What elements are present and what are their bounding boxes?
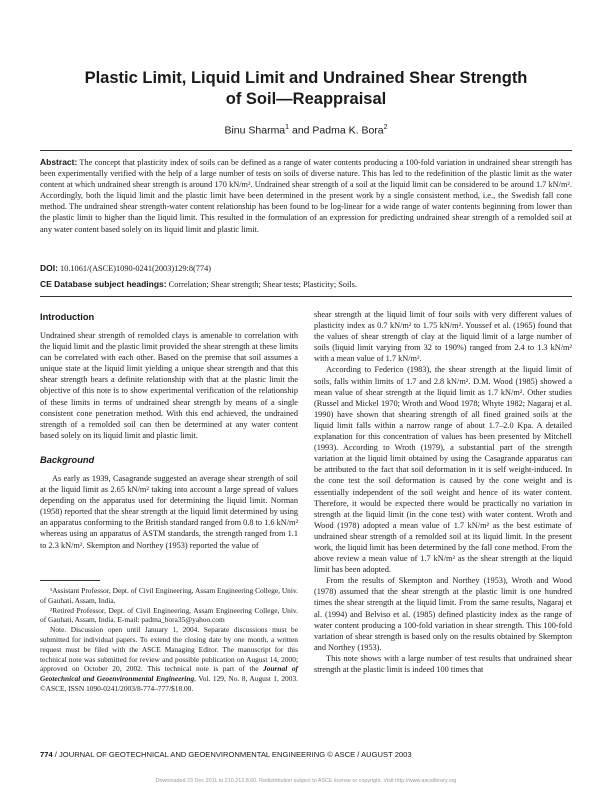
- abstract-text: The concept that plasticity index of soils can be defined as a range of water contents producing a 100-fold variation in undrained shear strength has been experimentally verified with the help of a large number of tests on soils of diverse nature. This has led to the redefinition of the plastic limit as the water content at which undrained shear strength is around 170 kN/m². Undrained shear strength of a soil at the liquid limit can be considered to be around 1.7 kN/m². Accordingly, both the liquid limit and the plastic limit have been determined in the present work by a single consistent method, i.e., the Swedish fall cone method. The undrained shear strength-water content relationship has been found to be log-linear for a wide range of water contents beginning from lower than the plastic limit to higher than the liquid limit. This resulted in the formulation of an expression for predicting undrained shear strength of a remolded soil at any water content based solely on its liquid limit and plastic limit.: [40, 158, 572, 234]
- abstract-bottom-rule: [40, 296, 572, 297]
- background-paragraph: As early as 1939, Casagrande suggested an average shear strength of soil at the liquid limit as 2.65 kN/m² taking into account a large spread of values depending on the apparatus used for determining the liquid limit. Norman (1958) reported that the shear strength at the liquid limit determined by using an apparatus conforming to the British standard ranged from 0.8 to 1.6 kN/m² whereas using an apparatus of ASTM standards, the strength ranged from 1.1 to 2.3 kN/m². Skempton and Northey (1953) reported the value of: [40, 473, 298, 550]
- footnote-2: ²Retired Professor, Dept. of Civil Engineering, Assam Engineering College, Univ. of Gauhati, Assam, India. E-mail: padma_bora35@yahoo.com: [40, 605, 298, 625]
- author-line: [40, 124, 572, 137]
- author-1: Binu Sharma: [224, 124, 286, 137]
- footnote-3: [40, 625, 298, 694]
- footnote-3-text-b: , Vol. 129, No. 8, August 1, 2003. ©ASCE, ISSN 1090-0241/2003/8-774–777/$18.00.: [40, 674, 298, 693]
- right-paragraph-3: From the results of Skempton and Northey (1953), Wroth and Wood (1978) assumed that the shear strength at the plastic limit is one hundred times the shear strength at the liquid limit. From the same results, Nagaraj et al. (1994) and Belviso et al. (1985) defined plasticity index as the range of water content producing a 100-fold variation in shear strength. This 100-fold variation of shear strength is based only on the results obtained by Skempton and Northey (1953).: [314, 576, 572, 652]
- title-line-1: Plastic Limit, Liquid Limit and Undrained Shear Strength: [84, 69, 528, 87]
- footnote-1: ¹Assistant Professor, Dept. of Civil Engineering, Assam Engineering College, Univ. of Gauhati, Assam, India.: [40, 586, 298, 605]
- footnote-rule: [40, 580, 100, 581]
- title-line-2: of Soil—Reappraisal: [225, 90, 387, 108]
- journal-footer-text: / JOURNAL OF GEOTECHNICAL AND GEOENVIRONMENTAL ENGINEERING © ASCE / AUGUST 2003: [52, 750, 412, 759]
- paper-title: [40, 68, 572, 110]
- author-1-mark: 1: [285, 124, 290, 131]
- section-heading-background: Background: [40, 454, 95, 465]
- doi-value[interactable]: 10.1061/(ASCE)1090-0241(2003)129:8(774): [60, 264, 211, 273]
- author-2-mark: 2: [383, 124, 388, 131]
- doi-line: [40, 263, 572, 274]
- page-number: 774: [40, 750, 53, 759]
- footnote-3-journal: Journal of Geotechnical and Geoenvironmental Engineering: [40, 664, 298, 684]
- author-conjunction: and: [289, 124, 313, 137]
- right-paragraph-4: This note shows with a large number of test results that undrained shear strength at the plastic limit is indeed 100 times that: [314, 653, 572, 674]
- left-column: [40, 312, 298, 551]
- download-notice: Downloaded 23 Dec 2011 to 210.212.8.60. Redistribution subject to ASCE license or copyright. Visit http://www.ascelibrary.org: [155, 778, 457, 784]
- abstract-label: Abstract:: [40, 157, 78, 167]
- doi-label: DOI:: [40, 263, 58, 273]
- abstract-top-rule: [40, 150, 572, 151]
- footnotes: [40, 580, 298, 694]
- footnote-3-text-a: Note. Discussion open until January 1, 2004. Separate discussions must be submitted for individual papers. To extend the closing date by one month, a written request must be filed with the ASCE Managing Editor. The manuscript for this technical note was submitted for review and possible publication on August 14, 2000; approved on October 20, 2002. This technical note is part of the: [40, 625, 298, 674]
- subject-headings-label: CE Database subject headings:: [40, 279, 167, 289]
- subject-headings-value: Correlation; Shear strength; Shear tests; Plasticity; Soils.: [168, 280, 357, 289]
- right-paragraph-2: According to Federico (1983), the shear strength at the liquid limit of soils, falls within limits of 1.7 and 2.8 kN/m². D.M. Wood (1985) showed a mean value of shear strength at the liquid limit as 1.7 kN/m². Other studies (Russel and Mickel 1970; Wroth and Wood 1978; Whyte 1982; Nagaraj et al. 1990) have shown that shearing strength of all fined grained soils at the liquid limit falls within a narrow range of about 1.7–2.0 Kpa. A detailed explanation for this concentration of values has been presented by Mitchell (1993). According to Wroth (1979), a substantial part of the strength variation at the liquid limit obtained by using the Casagrande apparatus can be attributed to the fact that soil deformation in it is self weight-induced. In the cone test the soil deformation is caused by the cone weight and is essentially independent of the soil weight and hence of its water content. Therefore, it would be expected there would be practically no variation in strength at the liquid limit (in the cone test) with water content. Wroth and Wood (1978) adopted a mean value of 1.7 kN/m² as the best estimate of undrained shear strength of a remolded soil at its liquid limit. In the present work, the liquid limit has been determined by the fall cone method. From the above review a mean value of 1.7 kN/m² as the shear strength at the liquid limit has been adopted.: [314, 365, 572, 575]
- right-paragraph-1: shear strength at the liquid limit of four soils with very different values of plasticity index as 0.7 kN/m² to 1.75 kN/m². Youssef et al. (1965) found that the values of shear strength of clay at the liquid limit of a large number of soils (liquid limit varying from 32 to 190%) ranged from 2.4 to 1.3 kN/m² with a mean value of 1.7 kN/m².: [314, 310, 572, 364]
- subject-headings-line: [40, 279, 572, 290]
- intro-paragraph: Undrained shear strength of remolded clays is amenable to correlation with the liquid limit and the plastic limit provided the shear strength at these limits can be correlated with each other. Based on the premise that soil assumes a unique state at the liquid limit yielding a unique shear strength and that this shear strength bears a definite relationship with that at the plastic limit the objective of this note is to show experimental verification of the relationship of these limits in terms of undrained shear strength by means of a single consistent cone penetration method. With this end achieved, the undrained strength of a remolded soil can then be determined at any water content based solely on its liquid limit and plastic limit.: [40, 331, 298, 440]
- right-column: [314, 309, 572, 675]
- section-heading-introduction: Introduction: [40, 312, 95, 322]
- page-footer: [40, 750, 412, 759]
- abstract: [40, 157, 572, 235]
- author-2: Padma K. Bora: [312, 124, 384, 137]
